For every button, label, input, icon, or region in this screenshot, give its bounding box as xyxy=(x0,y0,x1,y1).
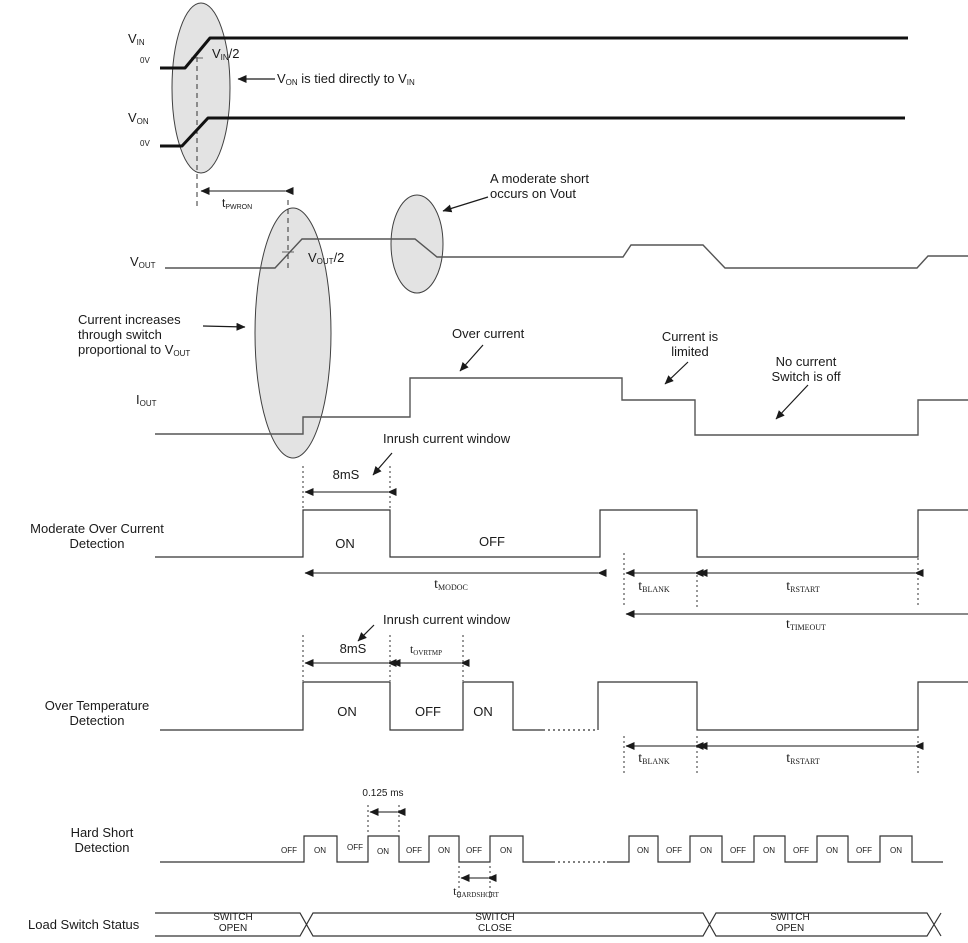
hsd-pulse-label: ON xyxy=(377,847,389,856)
hsd-pulse-label: ON xyxy=(763,846,775,855)
hsd-pulse-label: ON xyxy=(438,846,450,855)
von-tied-annotation: VON is tied directly to VIN xyxy=(277,71,415,87)
hsd-pulse-width-label: 0.125 ms xyxy=(362,788,404,799)
hsd-pulse-label: OFF xyxy=(406,846,422,855)
otd-on1-label: ON xyxy=(337,704,357,719)
vin-label: VIN xyxy=(128,31,145,47)
vin-waveform xyxy=(160,38,908,68)
von-label: VON xyxy=(128,110,149,126)
hsd-pulse-label: OFF xyxy=(666,846,682,855)
t-blank-mocd-label: tBLANK xyxy=(638,579,670,594)
vin-half-label: VIN/2 xyxy=(212,46,240,62)
inrush-window-otd-annotation: Inrush current window xyxy=(383,612,511,627)
t-modoc-label: tMODOC xyxy=(434,577,468,592)
no-current-annotation: No current Switch is off xyxy=(771,354,841,384)
mocd-row-label: Moderate Over Current Detection xyxy=(30,521,164,551)
hsd-pulse-label: OFF xyxy=(466,846,482,855)
status-row-label: Load Switch Status xyxy=(28,917,140,932)
otd-8ms-label: 8mS xyxy=(339,641,367,656)
t-rstart-mocd-label: tRSTART xyxy=(786,579,820,594)
vout-half-label: VOUT/2 xyxy=(308,250,345,266)
otd-row-label: Over Temperature Detection xyxy=(44,698,150,728)
mocd-on-label: ON xyxy=(335,536,355,551)
hsd-pulse-label: ON xyxy=(890,846,902,855)
iout-label: IOUT xyxy=(136,392,157,408)
current-limited-annotation: Current is limited xyxy=(661,329,719,359)
von-waveform xyxy=(160,118,905,146)
t-hardshort-label: tHARDSHORT xyxy=(453,884,499,899)
status-switch-close: SWITCH CLOSE xyxy=(475,912,515,934)
hsd-pulse-label: ON xyxy=(314,846,326,855)
hsd-pulse-label: ON xyxy=(700,846,712,855)
otd-on2-label: ON xyxy=(473,704,493,719)
current-increases-annotation: Current increases through switch proportional to VOUT xyxy=(78,312,191,358)
t-timeout-label: tTIMEOUT xyxy=(786,617,826,632)
mocd-8ms-label: 8mS xyxy=(332,467,360,482)
hsd-pulse-label: ON xyxy=(637,846,649,855)
status-switch-open-2: SWITCH OPEN xyxy=(770,912,810,934)
mocd-off-label: OFF xyxy=(479,534,505,549)
vin-zero-label: 0V xyxy=(140,56,150,65)
hsd-pulse-label: ON xyxy=(826,846,838,855)
hsd-pulse-label: OFF xyxy=(281,846,297,855)
hsd-pulse-label: OFF xyxy=(730,846,746,855)
hsd-pulse-label: OFF xyxy=(856,846,872,855)
otd-off-label: OFF xyxy=(415,704,441,719)
highlight-ellipse-inrush xyxy=(255,208,331,458)
mocd-waveform xyxy=(155,510,968,557)
status-switch-open-1: SWITCH OPEN xyxy=(213,912,253,934)
highlight-ellipse-moderate-short xyxy=(391,195,443,293)
t-ovrtmp-label: tOVRTMP xyxy=(409,642,443,657)
otd-waveform-right xyxy=(598,682,968,730)
t-rstart-otd-label: tRSTART xyxy=(786,751,820,766)
hsd-pulse-label: ON xyxy=(500,846,512,855)
moderate-short-annotation: A moderate short occurs on Vout xyxy=(490,171,589,201)
t-blank-otd-label: tBLANK xyxy=(638,751,670,766)
t-pwron-label: tPWRON xyxy=(222,196,253,211)
von-zero-label: 0V xyxy=(140,139,150,148)
hsd-pulse-label: OFF xyxy=(347,843,363,852)
vout-label: VOUT xyxy=(130,254,156,270)
over-current-annotation: Over current xyxy=(452,326,525,341)
hsd-row-label: Hard Short Detection xyxy=(70,825,134,855)
inrush-window-mocd-annotation: Inrush current window xyxy=(383,431,511,446)
hsd-pulse-label: OFF xyxy=(793,846,809,855)
